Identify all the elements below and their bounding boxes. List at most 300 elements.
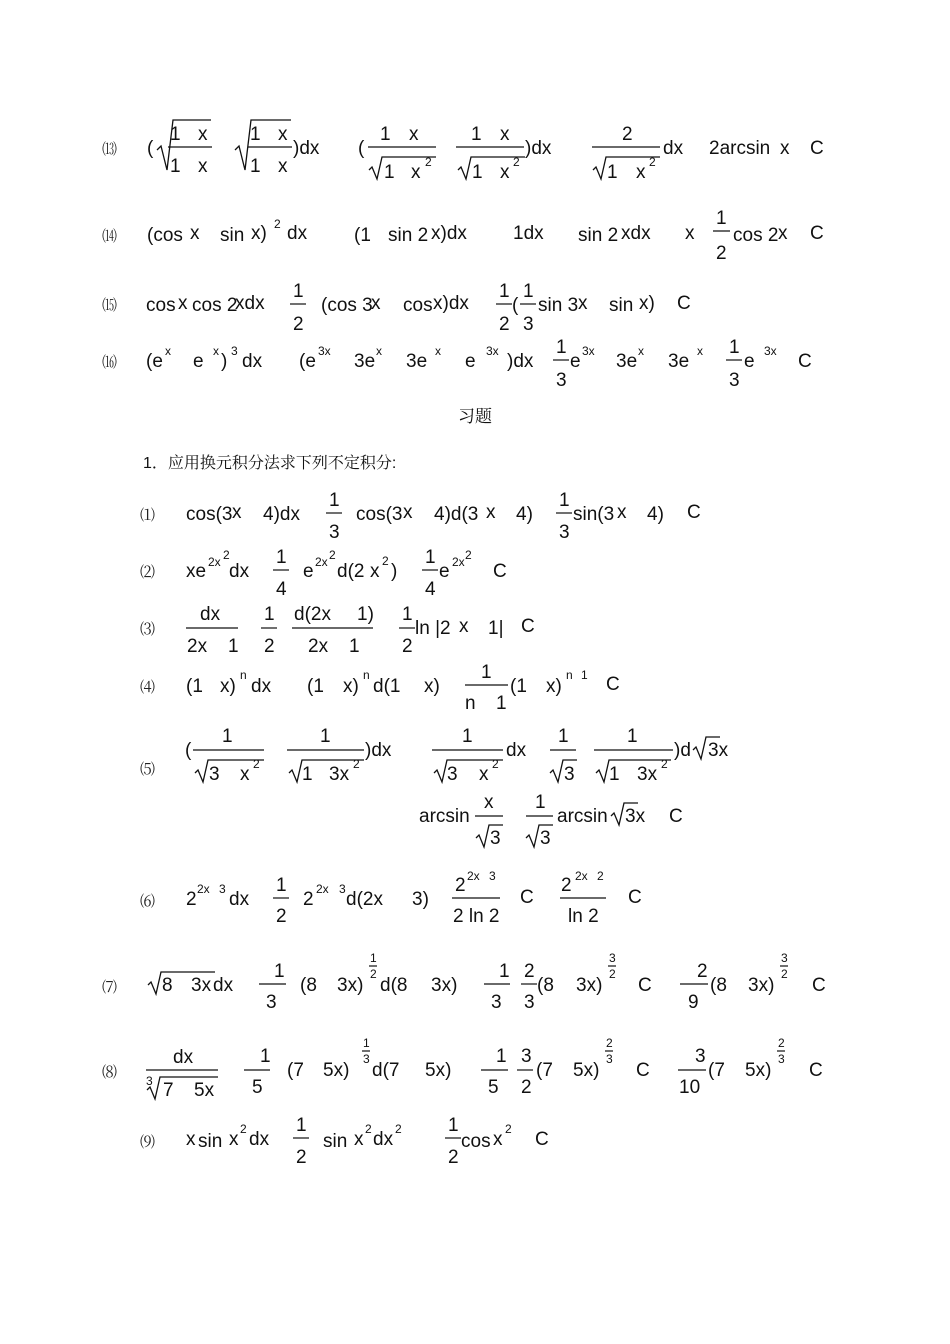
- svg-text:2: 2: [448, 1147, 459, 1168]
- svg-text:3: 3: [564, 764, 575, 785]
- svg-text:4): 4): [516, 504, 533, 525]
- svg-text:3x: 3x: [637, 764, 658, 785]
- svg-text:1: 1: [384, 162, 395, 183]
- svg-text:d(2: d(2: [337, 561, 365, 582]
- svg-text:2: 2: [425, 155, 432, 169]
- svg-text:): ): [391, 561, 398, 582]
- svg-text:5x): 5x): [745, 1060, 772, 1081]
- svg-text:2: 2: [455, 875, 466, 896]
- svg-text:x: x: [198, 124, 208, 145]
- svg-text:x: x: [479, 764, 489, 785]
- svg-text:1: 1: [716, 208, 727, 229]
- svg-text:4)d(3: 4)d(3: [434, 504, 479, 525]
- svg-text:(cos: (cos: [147, 225, 183, 246]
- svg-text:cos(3: cos(3: [186, 504, 233, 525]
- svg-text:3: 3: [447, 764, 458, 785]
- svg-text:dx: dx: [251, 676, 272, 697]
- svg-text:3e: 3e: [354, 351, 376, 372]
- svg-text:3: 3: [209, 764, 220, 785]
- svg-text:3: 3: [606, 1052, 613, 1066]
- svg-text:e: e: [303, 561, 314, 582]
- svg-text:d(8: d(8: [380, 975, 408, 996]
- svg-text:1: 1: [425, 547, 436, 568]
- svg-text:C: C: [638, 975, 652, 996]
- formula-e7: [148, 951, 826, 1013]
- svg-text:x)dx: x)dx: [433, 293, 469, 314]
- svg-text:e: e: [193, 351, 204, 372]
- svg-text:2: 2: [606, 1036, 613, 1050]
- svg-text:x: x: [178, 293, 188, 314]
- svg-text:3: 3: [329, 522, 340, 543]
- svg-text:x: x: [278, 124, 288, 145]
- svg-text:1: 1: [302, 764, 313, 785]
- svg-text:1: 1: [274, 961, 285, 982]
- svg-text:2: 2: [353, 757, 360, 771]
- svg-text:1: 1: [523, 281, 534, 302]
- svg-text:3: 3: [695, 1046, 706, 1067]
- svg-text:3x): 3x): [576, 975, 603, 996]
- svg-text:x: x: [638, 344, 644, 358]
- svg-text:x: x: [459, 616, 469, 637]
- svg-text:2: 2: [240, 1122, 247, 1136]
- formula-e8: [146, 1036, 823, 1101]
- svg-text:(8: (8: [300, 975, 317, 996]
- section-title: 习题: [458, 407, 492, 426]
- svg-text:2: 2: [781, 967, 788, 981]
- svg-text:x: x: [186, 1129, 196, 1150]
- svg-text:1: 1: [380, 124, 391, 145]
- svg-text:(8: (8: [537, 975, 554, 996]
- svg-text:)dx: )dx: [525, 138, 552, 159]
- svg-text:2: 2: [264, 636, 275, 657]
- svg-text:3: 3: [490, 828, 501, 849]
- svg-text:(e: (e: [299, 351, 316, 372]
- svg-text:2: 2: [186, 889, 197, 910]
- svg-text:2x: 2x: [197, 882, 210, 896]
- svg-text:x: x: [500, 162, 510, 183]
- svg-text:sin: sin: [220, 225, 245, 246]
- svg-text:cos: cos: [461, 1131, 491, 1152]
- svg-text:3: 3: [521, 1046, 532, 1067]
- svg-text:2: 2: [296, 1147, 307, 1168]
- svg-text:3x: 3x: [191, 975, 212, 996]
- svg-text:9: 9: [688, 992, 699, 1013]
- svg-text:): ): [221, 351, 228, 372]
- label-e4: ⑷: [140, 680, 156, 696]
- formula-e9: [186, 1115, 549, 1168]
- svg-text:x: x: [370, 561, 380, 582]
- instruction: 1．应用换元积分法求下列不定积分:: [143, 455, 397, 472]
- svg-text:sin: sin: [609, 295, 634, 316]
- svg-text:sin: sin: [198, 1131, 223, 1152]
- svg-text:sin 3: sin 3: [538, 295, 579, 316]
- svg-text:2: 2: [303, 889, 314, 910]
- svg-text:2: 2: [365, 1122, 372, 1136]
- formula-e3: [186, 604, 535, 657]
- svg-text:1: 1: [228, 636, 239, 657]
- svg-text:C: C: [493, 561, 507, 582]
- formula-16: [146, 337, 812, 391]
- svg-text:C: C: [521, 616, 535, 637]
- svg-text:1: 1: [170, 124, 181, 145]
- svg-text:2x: 2x: [467, 869, 480, 883]
- svg-text:C: C: [520, 887, 534, 908]
- svg-text:5: 5: [488, 1077, 499, 1098]
- svg-text:xdx: xdx: [235, 293, 265, 314]
- svg-text:x)dx: x)dx: [431, 223, 467, 244]
- svg-text:dx: dx: [229, 889, 250, 910]
- svg-text:)d: )d: [674, 740, 691, 761]
- svg-text:1: 1: [320, 726, 331, 747]
- svg-text:1: 1: [462, 726, 473, 747]
- svg-text:2x: 2x: [315, 555, 328, 569]
- svg-text:3: 3: [146, 1074, 153, 1088]
- svg-text:4): 4): [647, 504, 664, 525]
- svg-text:4)dx: 4)dx: [263, 504, 300, 525]
- svg-text:C: C: [810, 138, 824, 159]
- label-e6: ⑹: [140, 894, 156, 910]
- svg-text:3: 3: [363, 1052, 370, 1066]
- svg-text:e: e: [439, 561, 450, 582]
- svg-text:)dx: )dx: [365, 740, 392, 761]
- svg-text:3: 3: [540, 828, 551, 849]
- svg-text:x: x: [636, 162, 646, 183]
- svg-text:7: 7: [163, 1080, 174, 1101]
- svg-text:4: 4: [425, 579, 436, 600]
- label-15: ⒂: [102, 298, 118, 314]
- label-13: ⒀: [102, 142, 118, 158]
- svg-text:dx: dx: [173, 1047, 194, 1068]
- svg-text:(: (: [512, 295, 519, 316]
- svg-text:2: 2: [716, 243, 727, 264]
- svg-text:dx: dx: [506, 740, 527, 761]
- svg-text:sin 2: sin 2: [388, 225, 429, 246]
- svg-text:3x): 3x): [431, 975, 458, 996]
- svg-text:1: 1: [499, 961, 510, 982]
- svg-text:(7: (7: [708, 1060, 725, 1081]
- svg-text:sin(3: sin(3: [573, 504, 615, 525]
- svg-text:dx: dx: [663, 138, 684, 159]
- svg-text:2: 2: [274, 217, 281, 231]
- svg-text:1|: 1|: [488, 618, 504, 639]
- svg-text:2x: 2x: [452, 555, 465, 569]
- svg-text:(1: (1: [510, 676, 527, 697]
- svg-text:2: 2: [505, 1122, 512, 1136]
- svg-text:5x): 5x): [323, 1060, 350, 1081]
- svg-text:C: C: [687, 502, 701, 523]
- svg-text:3: 3: [489, 869, 496, 883]
- svg-text:2: 2: [223, 548, 230, 562]
- svg-text:d(2x: d(2x: [294, 604, 331, 625]
- svg-text:x: x: [371, 293, 381, 314]
- label-e3: ⑶: [140, 622, 156, 638]
- svg-text:3e: 3e: [668, 351, 690, 372]
- svg-text:2: 2: [402, 636, 413, 657]
- svg-text:3: 3: [781, 951, 788, 965]
- svg-text:x: x: [240, 764, 250, 785]
- svg-text:1: 1: [581, 668, 588, 682]
- formula-14: [147, 208, 824, 264]
- svg-text:1: 1: [250, 156, 261, 177]
- svg-text:x: x: [617, 502, 627, 523]
- svg-text:(: (: [147, 138, 154, 159]
- svg-text:2: 2: [465, 548, 472, 562]
- svg-text:2x: 2x: [316, 882, 329, 896]
- svg-text:sin 2: sin 2: [578, 225, 619, 246]
- label-e9: ⑼: [140, 1135, 156, 1151]
- svg-text:3x: 3x: [318, 344, 331, 358]
- svg-text:1: 1: [170, 156, 181, 177]
- svg-text:cos: cos: [146, 295, 176, 316]
- svg-text:x: x: [376, 344, 382, 358]
- svg-text:x: x: [190, 223, 200, 244]
- svg-text:1: 1: [559, 490, 570, 511]
- svg-text:x: x: [493, 1129, 503, 1150]
- svg-text:sin: sin: [323, 1131, 348, 1152]
- svg-text:3: 3: [609, 951, 616, 965]
- svg-text:dx: dx: [287, 223, 308, 244]
- svg-text:3x): 3x): [748, 975, 775, 996]
- formula-e5: [185, 726, 729, 849]
- svg-text:x): x): [220, 676, 236, 697]
- svg-text:3: 3: [559, 522, 570, 543]
- svg-text:1: 1: [296, 1115, 307, 1136]
- formula-e2: [186, 547, 507, 600]
- formula-e6: [186, 869, 642, 927]
- svg-text:1: 1: [264, 604, 275, 625]
- svg-text:2: 2: [521, 1077, 532, 1098]
- formula-e1: [186, 490, 701, 543]
- svg-text:dx: dx: [213, 975, 234, 996]
- svg-text:2x: 2x: [208, 555, 221, 569]
- svg-text:dx: dx: [229, 561, 250, 582]
- svg-text:x: x: [409, 124, 419, 145]
- svg-text:1: 1: [481, 662, 492, 683]
- svg-text:C: C: [810, 223, 824, 244]
- svg-text:x: x: [232, 502, 242, 523]
- svg-text:2x: 2x: [187, 636, 208, 657]
- svg-text:cos 2: cos 2: [733, 225, 779, 246]
- svg-text:1: 1: [329, 490, 340, 511]
- svg-text:1: 1: [260, 1046, 271, 1067]
- svg-text:n: n: [465, 693, 476, 714]
- svg-text:3x: 3x: [764, 344, 777, 358]
- svg-text:(7: (7: [536, 1060, 553, 1081]
- label-e2: ⑵: [140, 565, 156, 581]
- svg-text:1: 1: [472, 162, 483, 183]
- svg-text:2x: 2x: [575, 869, 588, 883]
- svg-text:2: 2: [513, 155, 520, 169]
- svg-text:3e: 3e: [406, 351, 428, 372]
- svg-text:1: 1: [471, 124, 482, 145]
- svg-text:3: 3: [778, 1052, 785, 1066]
- svg-text:3x: 3x: [486, 344, 499, 358]
- svg-text:x: x: [411, 162, 421, 183]
- svg-text:cos(3: cos(3: [356, 504, 403, 525]
- svg-text:(1: (1: [186, 676, 203, 697]
- svg-text:x: x: [486, 502, 496, 523]
- svg-text:x: x: [578, 293, 588, 314]
- svg-text:1: 1: [556, 337, 567, 358]
- svg-text:C: C: [669, 806, 683, 827]
- label-16: ⒃: [102, 355, 118, 371]
- svg-text:C: C: [798, 351, 812, 372]
- svg-text:(e: (e: [146, 351, 163, 372]
- svg-text:)dx: )dx: [507, 351, 534, 372]
- svg-text:(1: (1: [354, 225, 371, 246]
- svg-text:4: 4: [276, 579, 287, 600]
- svg-text:1: 1: [607, 162, 618, 183]
- svg-text:1: 1: [293, 281, 304, 302]
- svg-text:(1: (1: [307, 676, 324, 697]
- svg-text:3: 3: [523, 314, 534, 335]
- svg-text:e: e: [570, 351, 581, 372]
- svg-text:2: 2: [382, 554, 389, 568]
- svg-text:1: 1: [370, 951, 377, 965]
- svg-text:3: 3: [219, 882, 226, 896]
- svg-text:x: x: [685, 223, 695, 244]
- formula-e4: [186, 662, 620, 714]
- svg-text:x: x: [213, 344, 219, 358]
- svg-text:x: x: [484, 792, 494, 813]
- svg-text:x: x: [278, 156, 288, 177]
- svg-text:dx: dx: [373, 1129, 394, 1150]
- svg-text:2: 2: [778, 1036, 785, 1050]
- svg-text:d(2x: d(2x: [346, 889, 383, 910]
- svg-text:2: 2: [609, 967, 616, 981]
- svg-text:n: n: [566, 668, 573, 682]
- svg-text:ln 2: ln 2: [568, 906, 599, 927]
- svg-text:2: 2: [253, 757, 260, 771]
- svg-text:)dx: )dx: [293, 138, 320, 159]
- svg-text:xe: xe: [186, 561, 207, 582]
- svg-text:1: 1: [627, 726, 638, 747]
- svg-text:dx: dx: [249, 1129, 270, 1150]
- svg-text:1): 1): [357, 604, 374, 625]
- svg-text:3x: 3x: [582, 344, 595, 358]
- svg-text:C: C: [606, 674, 620, 695]
- svg-text:x: x: [198, 156, 208, 177]
- svg-text:1: 1: [276, 547, 287, 568]
- svg-text:arcsin: arcsin: [419, 806, 470, 827]
- svg-text:3: 3: [729, 370, 740, 391]
- svg-text:cos 2: cos 2: [192, 295, 238, 316]
- svg-text:C: C: [809, 1060, 823, 1081]
- svg-text:(7: (7: [287, 1060, 304, 1081]
- svg-text:1: 1: [222, 726, 233, 747]
- svg-text:3: 3: [339, 882, 346, 896]
- svg-text:1dx: 1dx: [513, 223, 544, 244]
- svg-text:2: 2: [524, 961, 535, 982]
- label-e1: ⑴: [140, 508, 156, 524]
- label-14: ⒁: [102, 229, 118, 245]
- svg-text:8: 8: [162, 975, 173, 996]
- svg-text:x: x: [165, 344, 171, 358]
- svg-text:C: C: [628, 887, 642, 908]
- svg-text:5x): 5x): [573, 1060, 600, 1081]
- svg-text:x: x: [229, 1129, 239, 1150]
- svg-text:3x: 3x: [329, 764, 350, 785]
- svg-text:3): 3): [412, 889, 429, 910]
- svg-text:C: C: [636, 1060, 650, 1081]
- svg-text:2: 2: [661, 757, 668, 771]
- svg-text:2: 2: [649, 155, 656, 169]
- svg-text:x: x: [435, 344, 441, 358]
- svg-text:x): x): [251, 223, 267, 244]
- svg-text:dx: dx: [200, 604, 221, 625]
- svg-text:x: x: [354, 1129, 364, 1150]
- svg-text:3e: 3e: [616, 351, 638, 372]
- svg-text:2: 2: [395, 1122, 402, 1136]
- svg-text:x): x): [424, 676, 440, 697]
- svg-text:x: x: [500, 124, 510, 145]
- svg-text:d(1: d(1: [373, 676, 401, 697]
- svg-text:2: 2: [622, 124, 633, 145]
- svg-text:2: 2: [561, 875, 572, 896]
- svg-text:2: 2: [329, 548, 336, 562]
- svg-text:1: 1: [496, 1046, 507, 1067]
- svg-text:3x: 3x: [708, 740, 729, 761]
- svg-text:3: 3: [556, 370, 567, 391]
- formula-15: [146, 281, 691, 335]
- svg-text:1: 1: [448, 1115, 459, 1136]
- svg-text:(: (: [185, 740, 192, 761]
- svg-text:1: 1: [250, 124, 261, 145]
- svg-text:x): x): [546, 676, 562, 697]
- svg-text:C: C: [535, 1129, 549, 1150]
- label-e8: ⑻: [102, 1065, 118, 1081]
- svg-text:1: 1: [535, 792, 546, 813]
- svg-text:5x: 5x: [194, 1080, 215, 1101]
- svg-text:3x: 3x: [625, 806, 646, 827]
- svg-text:x): x): [343, 676, 359, 697]
- svg-text:(8: (8: [710, 975, 727, 996]
- svg-text:C: C: [677, 293, 691, 314]
- svg-text:2: 2: [370, 967, 377, 981]
- svg-text:n: n: [240, 668, 247, 682]
- svg-text:5: 5: [252, 1077, 263, 1098]
- svg-text:ln |2: ln |2: [415, 618, 451, 639]
- svg-text:3: 3: [231, 344, 238, 358]
- label-e7: ⑺: [102, 980, 118, 996]
- svg-text:1: 1: [363, 1036, 370, 1050]
- svg-text:2: 2: [697, 961, 708, 982]
- svg-text:(cos 3: (cos 3: [321, 295, 373, 316]
- svg-text:3: 3: [266, 992, 277, 1013]
- svg-text:x: x: [403, 502, 413, 523]
- svg-text:d(7: d(7: [372, 1060, 400, 1081]
- svg-text:5x): 5x): [425, 1060, 452, 1081]
- svg-text:e: e: [465, 351, 476, 372]
- svg-text:3: 3: [491, 992, 502, 1013]
- svg-text:(: (: [358, 138, 365, 159]
- svg-text:2 ln 2: 2 ln 2: [453, 906, 500, 927]
- svg-text:2: 2: [499, 314, 510, 335]
- formula-13: [147, 120, 824, 183]
- svg-text:1: 1: [558, 726, 569, 747]
- svg-text:1: 1: [402, 604, 413, 625]
- svg-text:1: 1: [609, 764, 620, 785]
- svg-text:1: 1: [499, 281, 510, 302]
- svg-text:2arcsin: 2arcsin: [709, 138, 771, 159]
- svg-text:2: 2: [597, 869, 604, 883]
- svg-text:3: 3: [524, 992, 535, 1013]
- svg-text:10: 10: [679, 1077, 701, 1098]
- svg-text:1: 1: [349, 636, 360, 657]
- svg-text:xdx: xdx: [621, 223, 651, 244]
- svg-text:n: n: [363, 668, 370, 682]
- svg-text:x: x: [780, 138, 790, 159]
